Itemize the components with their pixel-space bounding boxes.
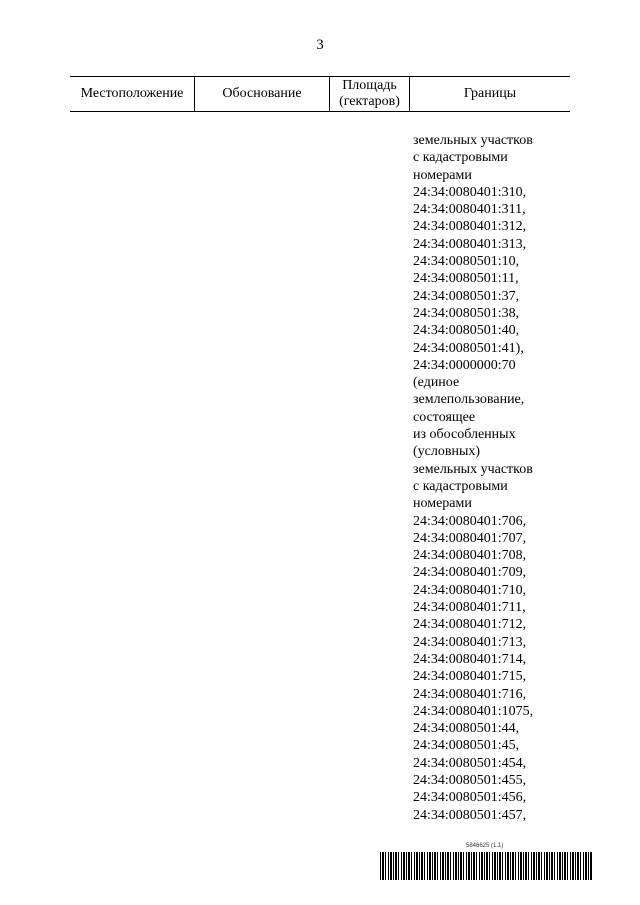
boundaries-line: с кадастровыми [413, 478, 508, 494]
boundaries-line: 24:34:0080401:706, [413, 513, 527, 529]
boundaries-column [413, 132, 593, 824]
boundaries-line: 24:34:0080401:708, [413, 548, 527, 564]
boundaries-line: 24:34:0080401:312, [413, 219, 527, 235]
boundaries-line: 24:34:0080501:44, [413, 721, 520, 737]
boundaries-line: 24:34:0080501:454, [413, 755, 527, 771]
barcode [380, 852, 592, 880]
boundaries-line: 24:34:0080501:456, [413, 790, 527, 806]
boundaries-line: (условных) [413, 444, 481, 460]
page-number: 3 [316, 37, 324, 53]
header-area-line1: Площадь [342, 78, 397, 93]
boundaries-line: 24:34:0080501:37, [413, 288, 520, 304]
boundaries-line: (единое [413, 375, 460, 391]
boundaries-line: 24:34:0080401:716, [413, 686, 527, 702]
boundaries-line: 24:34:0080501:40, [413, 323, 520, 339]
boundaries-line: землепользование, [413, 392, 525, 408]
boundaries-line: 24:34:0080401:311, [413, 202, 526, 218]
boundaries-line: 24:34:0080401:707, [413, 530, 527, 546]
boundaries-line: 24:34:0080501:45, [413, 738, 520, 754]
boundaries-line: 24:34:0080401:715, [413, 669, 527, 685]
barcode-label: 5846625 (1.1) [466, 843, 504, 849]
boundaries-line: 24:34:0080501:455, [413, 772, 527, 788]
boundaries-line: 24:34:0080501:38, [413, 305, 520, 321]
boundaries-line: 24:34:0080401:1075, [413, 703, 534, 719]
boundaries-line: земельных участков [413, 461, 533, 477]
header-location: Местоположение [70, 77, 195, 111]
boundaries-line: 24:34:0080401:714, [413, 651, 527, 667]
boundaries-line: 24:34:0080401:310, [413, 184, 527, 200]
boundaries-line: 24:34:0080401:709, [413, 565, 527, 581]
boundaries-line: земельных участков [413, 133, 533, 148]
boundaries-line: 24:34:0000000:70 [413, 357, 516, 373]
header-area [330, 77, 410, 111]
boundaries-line: 24:34:0080401:313, [413, 236, 527, 252]
boundaries-line: номерами [413, 496, 472, 512]
boundaries-line: номерами [413, 167, 472, 183]
boundaries-line: состоящее [413, 409, 476, 425]
boundaries-line: 24:34:0080501:457, [413, 807, 527, 823]
boundaries-line: 24:34:0080401:712, [413, 617, 527, 633]
boundaries-line: 24:34:0080401:710, [413, 582, 527, 598]
boundaries-line: 24:34:0080401:713, [413, 634, 527, 650]
table-header [70, 76, 570, 112]
boundaries-line: 24:34:0080401:711, [413, 600, 526, 616]
header-boundaries: Границы [463, 86, 517, 101]
boundaries-line: 24:34:0080501:11, [413, 271, 519, 287]
boundaries-line: 24:34:0080501:41), [413, 340, 524, 356]
header-basis: Обоснование [195, 77, 330, 111]
header-area-line2: (гектаров) [339, 94, 400, 109]
boundaries-line: с кадастровыми [413, 150, 508, 166]
boundaries-line: из обособленных [413, 427, 516, 443]
boundaries-line: 24:34:0080501:10, [413, 254, 520, 270]
